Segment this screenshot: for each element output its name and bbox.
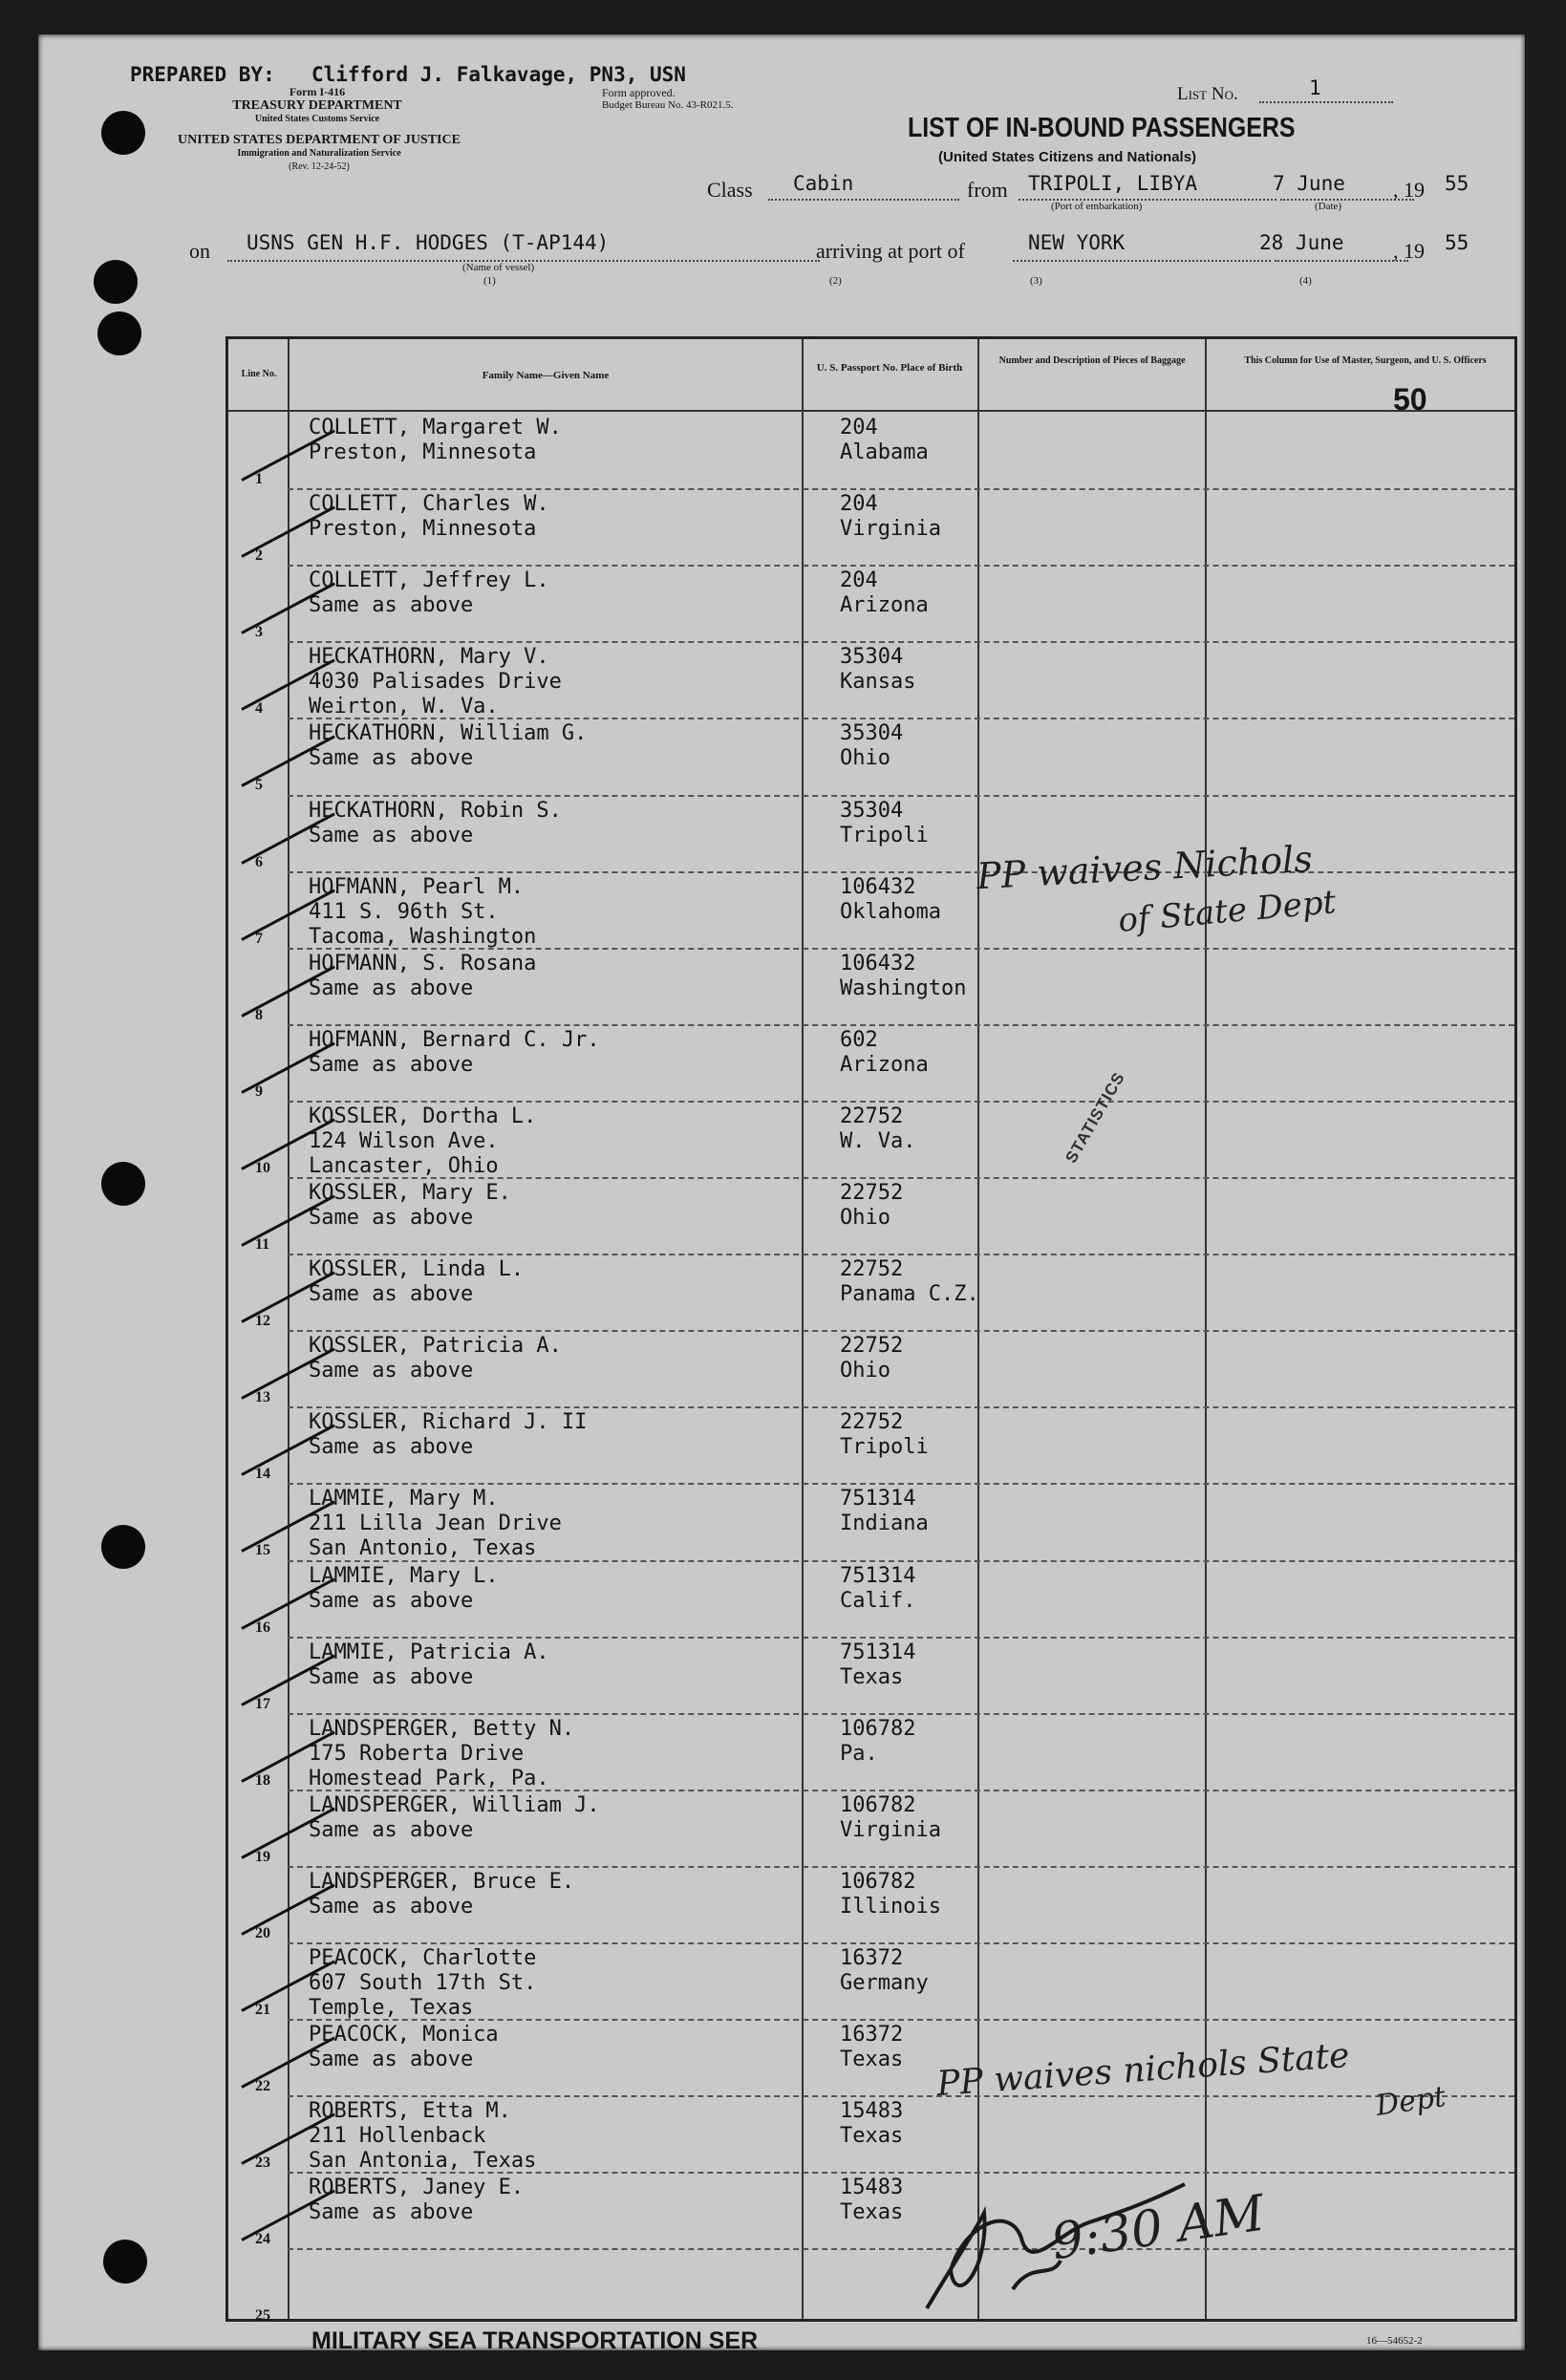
class-value: Cabin xyxy=(793,172,854,195)
place-of-birth: Oklahoma xyxy=(840,899,941,924)
passenger-address-line2: San Antonia, Texas xyxy=(309,2149,537,2174)
passport-number: 15483 xyxy=(840,2099,904,2124)
place-of-birth: Virginia xyxy=(840,517,941,542)
passenger-name: HOFMANN, S. Rosana xyxy=(309,951,537,976)
line-number: 21 xyxy=(255,2002,270,2018)
table-row xyxy=(228,1177,1514,1254)
column-header-line-no: Line No. xyxy=(241,369,277,379)
line-number: 2 xyxy=(255,547,263,565)
line-number: 15 xyxy=(255,1542,270,1559)
passenger-name: HECKATHORN, Mary V. xyxy=(309,645,549,670)
passenger-address: 175 Roberta Drive xyxy=(309,1741,525,1766)
passenger-address: Same as above xyxy=(309,1282,474,1307)
table-row xyxy=(228,1406,1514,1483)
passport-number: 751314 xyxy=(840,1487,916,1512)
table-row xyxy=(228,1330,1514,1406)
passport-number: 106782 xyxy=(840,1792,916,1817)
handwritten-note-1b: of State Dept xyxy=(1116,883,1338,940)
passenger-table xyxy=(225,336,1517,2325)
passport-number: 22752 xyxy=(840,1104,904,1128)
arrival-port: NEW YORK xyxy=(1028,231,1126,254)
place-of-birth: Ohio xyxy=(840,746,890,771)
passenger-address: 211 Hollenback xyxy=(309,2124,486,2149)
passenger-name: LANDSPERGER, William J. xyxy=(309,1792,600,1817)
place-of-birth: Texas xyxy=(840,2200,904,2225)
line-number: 6 xyxy=(255,853,263,870)
place-of-birth: Pa. xyxy=(840,1741,878,1766)
passenger-name: LANDSPERGER, Bruce E. xyxy=(309,1869,575,1894)
line-number: 18 xyxy=(255,1771,270,1789)
table-row xyxy=(228,1713,1514,1790)
place-of-birth: Virginia xyxy=(840,1817,941,1842)
passenger-address: Same as above xyxy=(309,1817,474,1842)
place-of-birth: Illinois xyxy=(840,1894,941,1919)
handwritten-note-2: PP waives nichols State xyxy=(935,2035,1351,2105)
place-of-birth: Tripoli xyxy=(840,823,929,847)
passenger-address-line2: Tacoma, Washington xyxy=(309,924,537,949)
line-number: 24 xyxy=(255,2231,270,2248)
table-row xyxy=(228,2172,1514,2248)
on-label: on xyxy=(189,239,210,263)
passenger-name: LAMMIE, Mary M. xyxy=(309,1487,499,1512)
embarkation-year: 55 xyxy=(1445,172,1469,195)
passenger-name: HECKATHORN, William G. xyxy=(309,721,588,746)
port-caption: (Port of embarkation) xyxy=(1051,201,1143,212)
passport-number: 16372 xyxy=(840,2023,904,2048)
arriving-label: arriving at port of xyxy=(816,239,965,263)
passenger-address: Same as above xyxy=(309,1052,474,1077)
column-header-baggage: Number and Description of Pieces of Baggage xyxy=(998,355,1186,366)
passport-number: 204 xyxy=(840,416,878,440)
line-number: 7 xyxy=(255,930,263,947)
passenger-address: Preston, Minnesota xyxy=(309,517,537,542)
passport-number: 602 xyxy=(840,1027,878,1052)
table-row xyxy=(228,1790,1514,1866)
vessel-name: USNS GEN H.F. HODGES (T-AP144) xyxy=(247,231,610,254)
passenger-name: COLLETT, Charles W. xyxy=(309,492,549,517)
passenger-name: ROBERTS, Janey E. xyxy=(309,2176,525,2200)
passport-number: 22752 xyxy=(840,1257,904,1282)
passenger-address: Same as above xyxy=(309,2200,474,2225)
passenger-address: 4030 Palisades Drive xyxy=(309,670,562,695)
passport-number: 204 xyxy=(840,492,878,517)
place-of-birth: Washington xyxy=(840,976,967,1000)
passport-number: 35304 xyxy=(840,721,904,746)
place-of-birth: Texas xyxy=(840,2048,904,2072)
place-of-birth: Arizona xyxy=(840,1052,929,1077)
passport-number: 16372 xyxy=(840,1946,904,1970)
place-of-birth: Alabama xyxy=(840,440,929,464)
passenger-address: Same as above xyxy=(309,823,474,847)
line-number: 22 xyxy=(255,2078,270,2095)
passport-number: 204 xyxy=(840,568,878,593)
class-label: Class xyxy=(707,178,753,202)
punch-hole xyxy=(103,2240,147,2284)
passenger-address: Same as above xyxy=(309,2048,474,2072)
passenger-name: PEACOCK, Charlotte xyxy=(309,1946,537,1970)
table-row xyxy=(228,1637,1514,1713)
embarkation-port: TRIPOLI, LIBYA xyxy=(1028,172,1198,195)
vessel-caption: (Name of vessel) xyxy=(462,262,535,273)
passenger-address-line2: Weirton, W. Va. xyxy=(309,695,499,719)
customs-service: United States Customs Service xyxy=(254,114,380,124)
table-row xyxy=(228,2095,1514,2172)
passport-number: 35304 xyxy=(840,645,904,670)
table-row xyxy=(228,1254,1514,1330)
place-of-birth: Indiana xyxy=(840,1512,929,1536)
line-number: 16 xyxy=(255,1619,270,1636)
passenger-address: Same as above xyxy=(309,746,474,771)
passenger-name: KOSSLER, Patricia A. xyxy=(309,1334,562,1359)
table-row xyxy=(228,2248,1514,2325)
passport-number: 106432 xyxy=(840,874,916,899)
form-approved: Form approved. xyxy=(602,86,676,99)
passenger-name: KOSSLER, Richard J. II xyxy=(309,1410,588,1435)
place-of-birth: Ohio xyxy=(840,1359,890,1383)
passenger-address: Same as above xyxy=(309,593,474,618)
passport-number: 22752 xyxy=(840,1334,904,1359)
place-of-birth: Arizona xyxy=(840,593,929,618)
passenger-address: Same as above xyxy=(309,1359,474,1383)
handwritten-note-2b: Dept xyxy=(1373,2080,1448,2123)
line-number: 12 xyxy=(255,1313,270,1330)
passenger-address-line2: Lancaster, Ohio xyxy=(309,1153,499,1178)
table-row xyxy=(228,1483,1514,1559)
line-number: 19 xyxy=(255,1848,270,1865)
passenger-name: COLLETT, Jeffrey L. xyxy=(309,568,549,593)
arrival-year: 55 xyxy=(1445,231,1469,254)
place-of-birth: Germany xyxy=(840,1971,929,1995)
passenger-address: Preston, Minnesota xyxy=(309,440,537,464)
handwritten-signature xyxy=(898,2127,1299,2327)
passport-number: 22752 xyxy=(840,1410,904,1435)
column-ref-2: (2) xyxy=(829,275,842,287)
revision: (Rev. 12-24-52) xyxy=(289,161,350,172)
punch-hole xyxy=(94,260,138,304)
column-header-passport: U. S. Passport No. Place of Birth xyxy=(816,362,963,374)
punch-hole xyxy=(101,1525,145,1569)
passenger-name: LAMMIE, Patricia A. xyxy=(309,1640,549,1664)
date-caption: (Date) xyxy=(1315,201,1342,212)
table-row xyxy=(228,795,1514,871)
year-prefix: , 19 xyxy=(1393,178,1425,202)
document-page xyxy=(38,34,1525,2354)
line-number: 5 xyxy=(255,777,263,794)
passenger-address: Same as above xyxy=(309,1588,474,1613)
passenger-name: LANDSPERGER, Betty N. xyxy=(309,1716,575,1741)
place-of-birth: Kansas xyxy=(840,670,916,695)
passport-number: 751314 xyxy=(840,1640,916,1664)
punch-hole xyxy=(101,1162,145,1206)
form-number: Form I-416 xyxy=(289,85,346,98)
passenger-address: Same as above xyxy=(309,1664,474,1689)
line-number: 17 xyxy=(255,1695,270,1712)
line-number: 13 xyxy=(255,1389,270,1406)
handwritten-note-1: PP waives Nichols xyxy=(976,837,1314,898)
passport-number: 106782 xyxy=(840,1869,916,1894)
budget-bureau: Budget Bureau No. 43-R021.5. xyxy=(602,99,734,111)
passenger-name: KOSSLER, Mary E. xyxy=(309,1181,511,1205)
passenger-address-line2: Homestead Park, Pa. xyxy=(309,1766,549,1790)
from-label: from xyxy=(967,178,1008,202)
footer-service: MILITARY SEA TRANSPORTATION SER xyxy=(311,2327,759,2354)
passenger-name: HOFMANN, Pearl M. xyxy=(309,874,525,899)
line-number: 10 xyxy=(255,1159,270,1176)
table-row xyxy=(228,718,1514,794)
passenger-address: Same as above xyxy=(309,1206,474,1230)
footer-code: 16—54652-2 xyxy=(1366,2335,1423,2347)
punch-hole xyxy=(101,111,145,155)
place-of-birth: Ohio xyxy=(840,1206,890,1230)
table-row xyxy=(228,1866,1514,1942)
line-number: 14 xyxy=(255,1466,270,1483)
table-row xyxy=(228,641,1514,718)
table-row xyxy=(228,1101,1514,1177)
punch-hole xyxy=(97,311,141,355)
page-subtitle: (United States Citizens and Nationals) xyxy=(938,149,1197,165)
passport-number: 751314 xyxy=(840,1563,916,1588)
passenger-address-line2: San Antonio, Texas xyxy=(309,1536,537,1561)
passenger-name: LAMMIE, Mary L. xyxy=(309,1563,499,1588)
table-row xyxy=(228,948,1514,1024)
preparer-name: Clifford J. Falkavage, PN3, USN xyxy=(311,63,686,86)
passenger-address: 607 South 17th St. xyxy=(309,1971,537,1995)
arrival-date: 28 June xyxy=(1259,231,1344,254)
column-ref-1: (1) xyxy=(483,275,496,287)
column-header-name: Family Name—Given Name xyxy=(482,370,610,381)
table-row xyxy=(228,488,1514,565)
statistics-stamp: STATISTICS xyxy=(1062,1068,1129,1167)
column-ref-4: (4) xyxy=(1299,275,1312,287)
line-number: 1 xyxy=(255,471,263,487)
list-no: 1 xyxy=(1309,76,1321,99)
line-number: 8 xyxy=(255,1006,263,1023)
list-no-label: List No. xyxy=(1177,84,1238,104)
line-number: 25 xyxy=(255,2307,270,2325)
passenger-address: Same as above xyxy=(309,976,474,1000)
table-row xyxy=(228,1024,1514,1101)
passenger-address: 211 Lilla Jean Drive xyxy=(309,1512,562,1536)
place-of-birth: Texas xyxy=(840,1664,904,1689)
place-of-birth: W. Va. xyxy=(840,1128,916,1153)
justice-department: UNITED STATES DEPARTMENT OF JUSTICE xyxy=(178,133,461,147)
count-annotation: 50 xyxy=(1393,382,1427,417)
place-of-birth: Panama C.Z. xyxy=(840,1282,979,1307)
passport-number: 15483 xyxy=(840,2176,904,2200)
embarkation-date: 7 June xyxy=(1273,172,1345,195)
passport-number: 106782 xyxy=(840,1716,916,1741)
place-of-birth: Texas xyxy=(840,2124,904,2149)
treasury-department: TREASURY DEPARTMENT xyxy=(232,98,402,113)
column-header-officers: This Column for Use of Master, Surgeon, and U. S. Officers xyxy=(1244,355,1487,366)
line-number: 9 xyxy=(255,1083,263,1100)
column-ref-3: (3) xyxy=(1030,275,1042,287)
line-number: 3 xyxy=(255,624,263,641)
passenger-name: HECKATHORN, Robin S. xyxy=(309,798,562,823)
handwritten-time: 9:30 AM xyxy=(1047,2184,1269,2272)
passenger-address: 411 S. 96th St. xyxy=(309,899,499,924)
passenger-address: Same as above xyxy=(309,1435,474,1460)
line-number: 4 xyxy=(255,700,263,718)
place-of-birth: Tripoli xyxy=(840,1435,929,1460)
table-row xyxy=(228,412,1514,488)
passenger-name: HOFMANN, Bernard C. Jr. xyxy=(309,1027,600,1052)
passport-number: 35304 xyxy=(840,798,904,823)
passenger-name: COLLETT, Margaret W. xyxy=(309,416,562,440)
passenger-address-line2: Temple, Texas xyxy=(309,1996,474,2020)
table-row xyxy=(228,1942,1514,2019)
place-of-birth: Calif. xyxy=(840,1588,916,1613)
passenger-name: ROBERTS, Etta M. xyxy=(309,2099,511,2124)
line-number: 11 xyxy=(255,1236,270,1253)
immigration-service: Immigration and Naturalization Service xyxy=(237,148,401,159)
table-row xyxy=(228,565,1514,641)
prepared-by-label: PREPARED BY: xyxy=(130,63,275,86)
year-prefix-arrival: , 19 xyxy=(1393,239,1425,263)
passenger-address: Same as above xyxy=(309,1894,474,1919)
passenger-name: PEACOCK, Monica xyxy=(309,2023,499,2048)
passenger-address: 124 Wilson Ave. xyxy=(309,1128,499,1153)
page-title: LIST OF IN-BOUND PASSENGERS xyxy=(908,113,1296,143)
table-row xyxy=(228,1560,1514,1637)
passport-number: 22752 xyxy=(840,1181,904,1205)
passenger-name: KOSSLER, Linda L. xyxy=(309,1257,525,1282)
line-number: 20 xyxy=(255,1924,270,1941)
passenger-name: KOSSLER, Dortha L. xyxy=(309,1104,537,1128)
passport-number: 106432 xyxy=(840,951,916,976)
line-number: 23 xyxy=(255,2155,270,2172)
